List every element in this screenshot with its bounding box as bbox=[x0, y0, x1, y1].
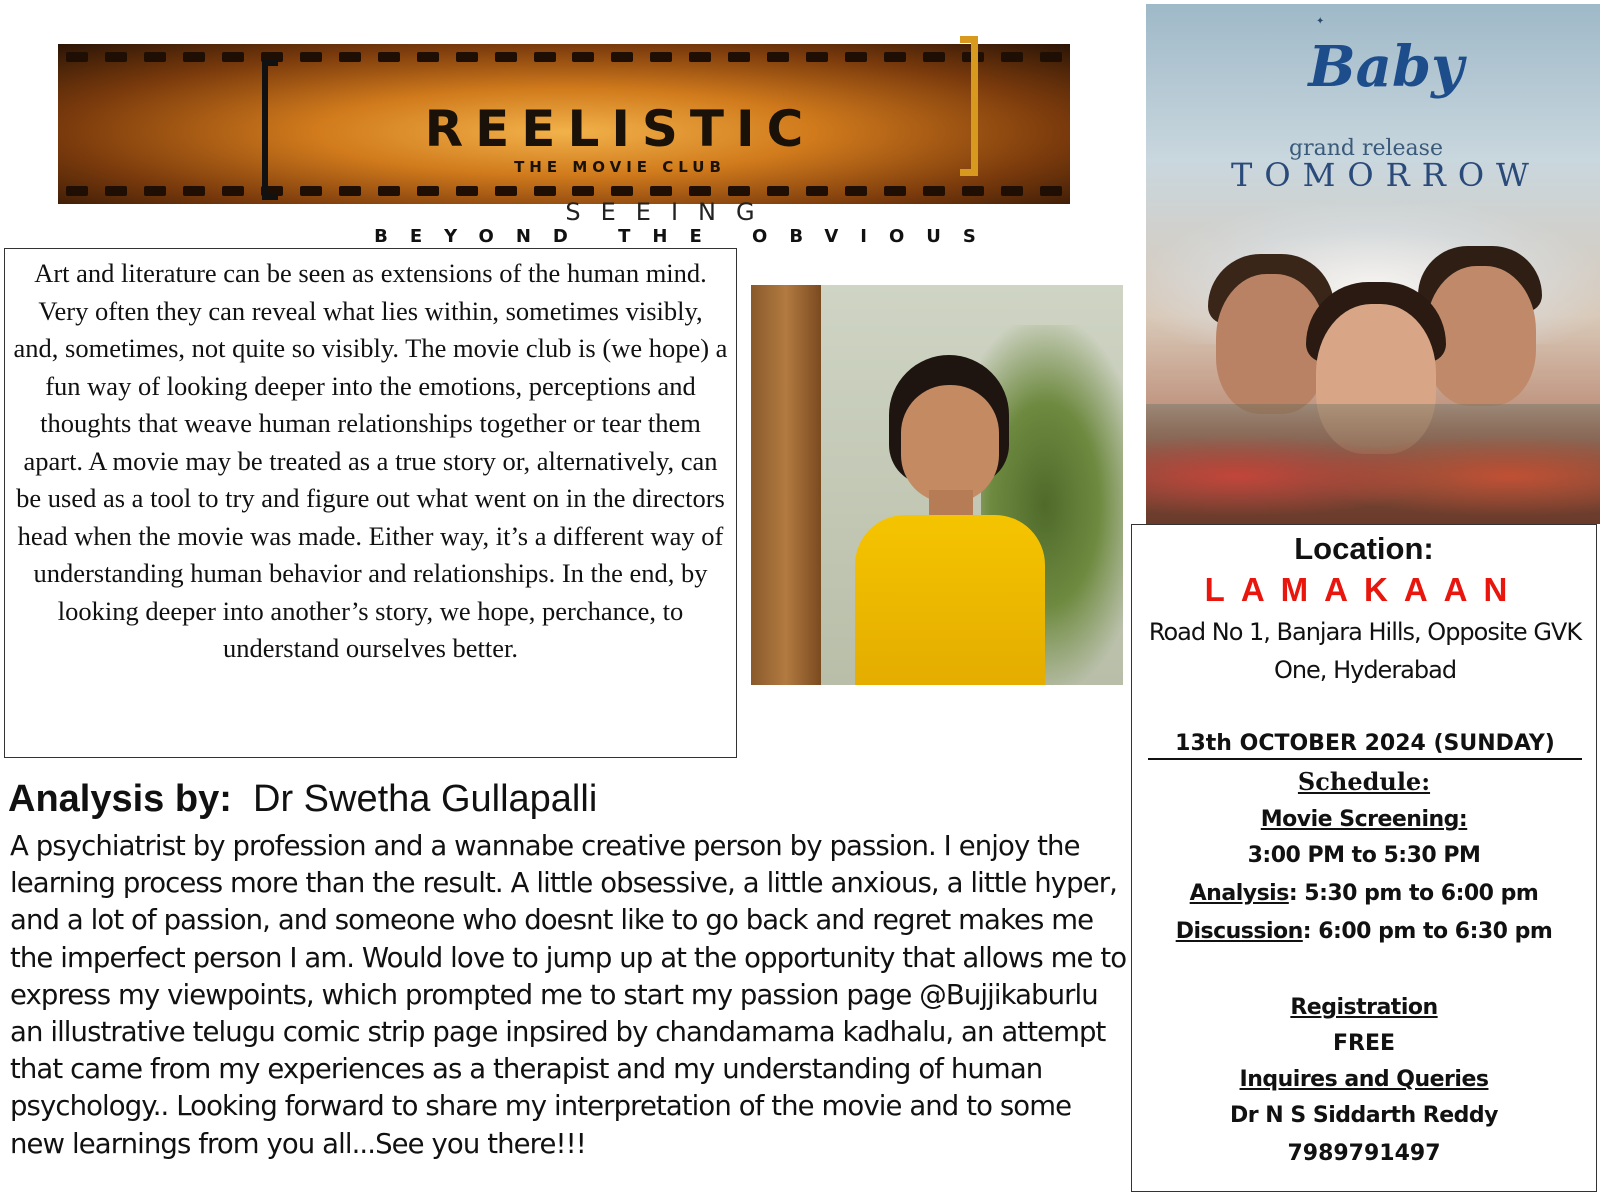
analyst-label: Analysis by: bbox=[8, 778, 232, 820]
event-info-box bbox=[1131, 524, 1597, 1192]
poster-release: TOMORROW bbox=[1231, 156, 1541, 194]
schedule-label: Schedule: bbox=[1297, 767, 1431, 796]
registration-value: FREE bbox=[1332, 1031, 1396, 1056]
venue-name: LAMAKAAN bbox=[1204, 571, 1524, 608]
discussion-label: Discussion bbox=[1175, 919, 1303, 944]
analyst-name: Dr Swetha Gullapalli bbox=[253, 778, 598, 820]
poster-studio-logo: ✦ bbox=[1316, 16, 1325, 27]
screening-label: Movie Screening: bbox=[1260, 807, 1468, 832]
film-perforations-top bbox=[58, 48, 1070, 66]
bracket-right-icon bbox=[960, 36, 978, 176]
registration-label: Registration bbox=[1290, 995, 1438, 1020]
discussion-row bbox=[1132, 919, 1596, 944]
bracket-left-icon bbox=[262, 60, 278, 200]
club-subtitle: THE MOVIE CLUB bbox=[514, 158, 726, 176]
analysis-label: Analysis bbox=[1189, 881, 1289, 906]
contact-name: Dr N S Siddarth Reddy bbox=[1230, 1103, 1498, 1128]
poster-flowers-graphic bbox=[1146, 404, 1600, 524]
analyst-heading bbox=[8, 778, 1118, 821]
tagline-top: SEEING bbox=[565, 198, 775, 226]
poster-title: Baby bbox=[1308, 34, 1464, 100]
location-label: Location: bbox=[1294, 531, 1434, 566]
photo-face bbox=[901, 385, 999, 503]
intro-text: Art and literature can be seen as extensions of the human mind. Very often they can reveal what lies within, sometimes visibly, and, sometimes, not quite so visibly. The movie club is (we hope) a fun way of looking deeper into the emotions, perceptions and thoughts that weave human relationships together or tear them apart. A movie may be treated as a true story or, alternatively, can be used as a tool to try and figure out what went on in the directors head when the movie was made. Either way, it’s a different way of understanding human behavior and relationships. In the end, by looking deeper into another’s story, we hope, perchance, to understand ourselves better. bbox=[13, 258, 728, 663]
photo-background-pillar bbox=[751, 285, 821, 685]
movie-poster bbox=[1146, 4, 1600, 524]
analysis-time: : 5:30 pm to 6:00 pm bbox=[1288, 881, 1539, 906]
venue-address: Road No 1, Banjara Hills, Opposite GVK One, Hyderabad bbox=[1148, 618, 1582, 684]
screening-time: 3:00 PM to 5:30 PM bbox=[1247, 843, 1481, 868]
inquiries-label: Inquires and Queries bbox=[1239, 1067, 1489, 1092]
analysis-row bbox=[1132, 881, 1596, 906]
intro-text-box bbox=[4, 248, 737, 758]
club-name: REELISTIC bbox=[424, 100, 816, 158]
contact-phone: 7989791497 bbox=[1287, 1141, 1441, 1166]
photo-yellow-dress bbox=[855, 515, 1045, 685]
analyst-photo bbox=[751, 285, 1123, 685]
tagline-bottom: BEYOND THE OBVIOUS bbox=[374, 226, 998, 247]
event-date: 13th OCTOBER 2024 (SUNDAY) bbox=[1148, 731, 1582, 760]
club-banner bbox=[40, 8, 1080, 247]
discussion-time: : 6:00 pm to 6:30 pm bbox=[1302, 919, 1553, 944]
analyst-bio: A psychiatrist by profession and a wannabe creative person by passion. I enjoy the learning process more than the result. A little obsessive, a little anxious, a little hyper, and a lot of passion, and someone who doesnt like to go back and regret makes me the imperfect person I am. Would love to jump up at the opportunity that allows me to express my viewpoints, which prompted me to start my passion page @Bujjikaburlu an illustrative telugu comic strip page inpsired by chandamama kadhalu, an attempt that came from my experiences as a therapist and my understanding of human psychology.. Looking forward to share my interpretation of the movie and to some new learnings from you all...See you there!!! bbox=[10, 830, 1127, 1160]
poster-tagline: grand release bbox=[1289, 136, 1443, 161]
